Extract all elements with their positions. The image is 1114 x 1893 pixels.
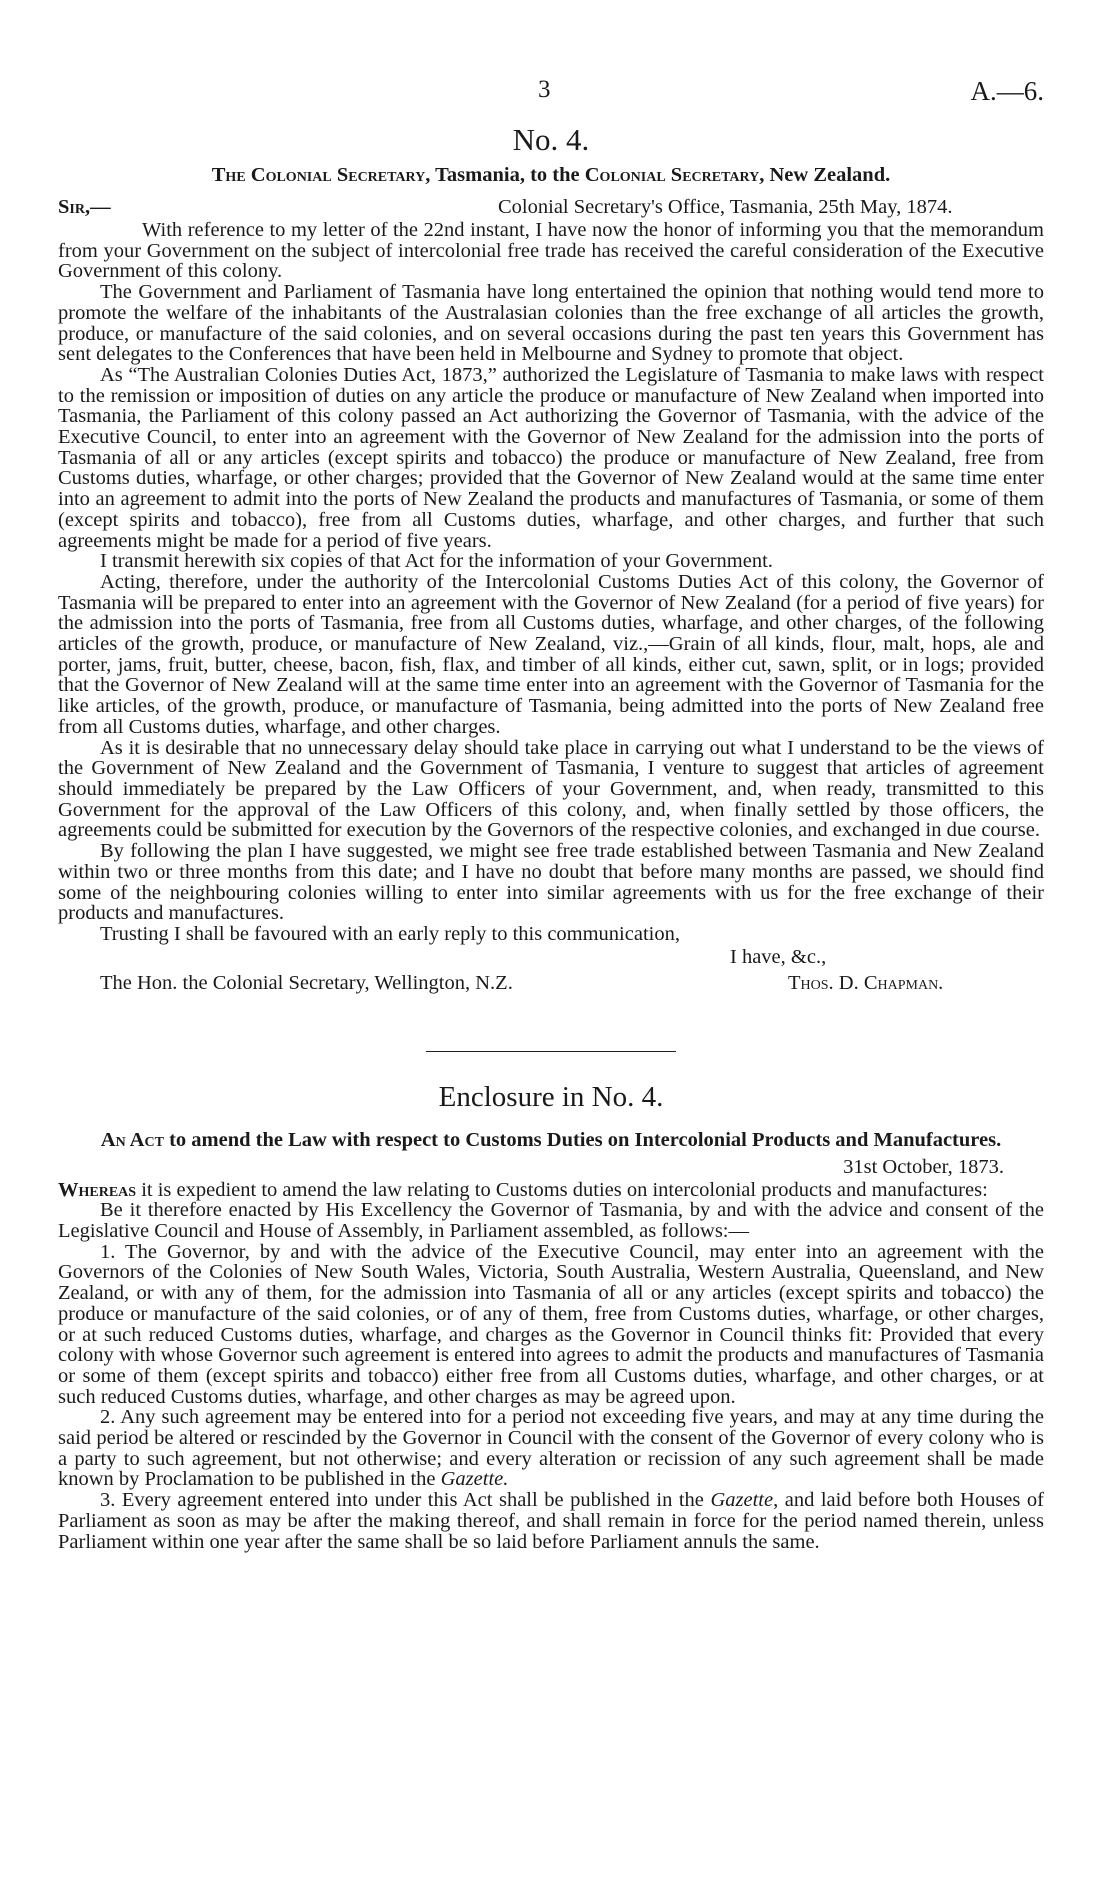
title-sender: The Colonial Secretary (211, 164, 426, 186)
act-section-2 (58, 1407, 1044, 1490)
act-date: 31st October, 1873. (843, 1155, 1004, 1178)
section-2-text: 2. Any such agreement may be entered into for a period not exceeding five years, and may at any time during the said period be altered or rescinded by the Governor in Council with the consent of the Governor of every colony who is a party to such agreement, but not otherwise; and every alteration or recission of any such agreement shall be made known by Proclamation to be published in the (58, 1406, 1044, 1491)
letter-paragraph: Trusting I shall be favoured with an early reply to this communication, (100, 922, 680, 945)
preamble-lead: Whereas (58, 1178, 137, 1201)
letter-paragraph: By following the plan I have suggested, we might see free trade established between Tasmania and New Zealand within two or three months from this date; and I have no doubt that before many months are passed, we should find some of the neighbouring colonies willing to enter into similar agreements with us for the free exchange of their products and manufactures. (58, 840, 1044, 925)
letter-paragraph: As it is desirable that no unnecessary delay should take place in carrying out what I understand to be the views of the Government of New Zealand and the Government of Tasmania, I venture to suggest that articles of agreement should immediately be prepared by the Law Officers of your Government, and, when ready, transmitted to this Government for the approval of the Law Officers of this colony, and, when finally settled by those officers, the agreements could be submitted for execution by the Governors of the respective colonies, and exchanged in due course. (58, 736, 1044, 842)
page-reference: A.—6. (970, 76, 1044, 106)
addressee-row (58, 969, 1044, 997)
letter-title (58, 162, 1044, 188)
salutation: Sir,— (58, 196, 111, 218)
dateline: Colonial Secretary's Office, Tasmania, 25th May, 1874. (498, 196, 953, 218)
letter-paragraph: I transmit herewith six copies of that Act for the information of your Government. (100, 550, 773, 573)
act-section-1: 1. The Governor, by and with the advice of the Executive Council, may enter into an agreement with the Governors of the Colonies of New South Wales, Victoria, South Australia, Western Australia, Queensland, and New Zealand, or with any of them, for the admission into Tasmania of all or any articles (except spirits and tobacco) the produce or manufacture of the said colonies, or of any of them, free from Customs duties, wharfage, or other charges, or at such reduced Customs duties, wharfage, and charges as the Governor in Council thinks fit: Provided that every colony with whose Governor such agreement is entered into agrees to admit the products and manufactures of Tasmania or some of them (except spirits and tobacco) either free from all Customs duties, wharfage, and other charges, or at such reduced Customs duties, wharfage, and other charges as may be agreed upon. (58, 1240, 1044, 1408)
page-header (58, 76, 1044, 116)
section-3-gazette: Gazette (710, 1489, 774, 1512)
act-title-lead: An Act (100, 1128, 164, 1151)
act-enacting-clause: Be it therefore enacted by His Excellency the Governor of Tasmania, by and with the advice and consent of the Legislative Council and House of Assembly, in Parliament assembled, as follows:— (58, 1199, 1044, 1243)
act-title-text: to amend the Law with respect to Customs Duties on Intercolonial Products and Manufactures. (163, 1128, 1002, 1151)
letter-body (58, 220, 1044, 945)
enclosure-heading: Enclosure in No. 4. (438, 1080, 664, 1113)
title-recipient-place: , New Zealand. (759, 164, 891, 186)
title-connector: , Tasmania, to the (425, 164, 585, 186)
letter-paragraph: The Government and Parliament of Tasmania have long entertained the opinion that nothing would tend more to promote the welfare of the inhabitants of the Australasian colonies than the free exchange of all articles the growth, produce, or manufacture of the said colonies, and on several occasions during the past ten years this Government has sent delegates to the Conferences that have been held in Melbourne and Sydney to promote that object. (58, 281, 1044, 366)
section-3-text-b: , and laid before both Houses of Parliament as soon as may be after the making thereof, and shall remain in force for the period named therein, unless Parliament within one year after the same shall be so laid before Parliament annuls the same. (58, 1489, 1044, 1553)
section-2-gazette: Gazette. (440, 1468, 509, 1491)
document-page (58, 76, 1044, 1552)
salutation-row (58, 194, 1044, 220)
preamble-text: it is expedient to amend the law relating to Customs duties on intercolonial products and manufactures: (136, 1178, 988, 1201)
act-title (58, 1128, 1044, 1152)
closing-row (58, 945, 1044, 969)
title-recipient: Colonial Secretary (584, 164, 760, 186)
addressee: The Hon. the Colonial Secretary, Wellington, N.Z. (100, 971, 513, 994)
letter-paragraph: With reference to my letter of the 22nd instant, I have now the honor of informing you that the memorandum from your Government on the subject of intercolonial free trade has received the careful consideration of the Executive Government of this colony. (58, 219, 1044, 283)
section-3-text-a: 3. Every agreement entered into under this Act shall be published in the (100, 1489, 711, 1512)
signature: Thos. D. Chapman. (788, 971, 944, 994)
closing: I have, &c., (730, 945, 827, 968)
page-number: 3 (538, 76, 551, 103)
letter-paragraph: As “The Australian Colonies Duties Act, 1873,” authorized the Legislature of Tasmania to make laws with respect to the remission or imposition of duties on any article the produce or manufacture of New Zealand when imported into Tasmania, the Parliament of this colony passed an Act authorizing the Governor of Tasmania, with the advice of the Executive Council, to enter into an agreement with the Governor of New Zealand for the admission into the ports of Tasmania of all or any articles (except spirits and tobacco) the produce or manufacture of New Zealand, free from Customs duties, wharfage, or other charges; provided that the Governor of New Zealand would at the same time enter into an agreement to admit into the ports of New Zealand the products and manufactures of Tasmania, or some of them (except spirits and tobacco), free from all Customs duties, wharfage, and other charges, and further that such agreements might be made for a period of five years. (58, 363, 1044, 552)
letter-paragraph: Acting, therefore, under the authority of the Intercolonial Customs Duties Act of this colony, the Governor of Tasmania will be prepared to enter into an agreement with the Governor of New Zealand (for a period of five years) for the admission into the ports of Tasmania, free from all Customs duties, wharfage, and other charges, of the following articles of the growth, produce, or manufacture of New Zealand, viz.,—Grain of all kinds, flour, malt, hops, ale and porter, jams, fruit, butter, cheese, bacon, fish, flax, and timber of all kinds, either cut, sawn, split, or in logs; provided that the Governor of New Zealand will at the same time enter into an agreement with the Governor of Tasmania for the like articles, of the growth, produce, or manufacture of Tasmania, being admitted into the ports of New Zealand free from all Customs duties, wharfage, and other charges. (58, 570, 1044, 738)
letter-number: No. 4. (512, 122, 590, 157)
act-preamble (58, 1180, 1044, 1201)
act-body (58, 1180, 1044, 1553)
section-divider (426, 1051, 676, 1052)
act-section-3 (58, 1490, 1044, 1552)
